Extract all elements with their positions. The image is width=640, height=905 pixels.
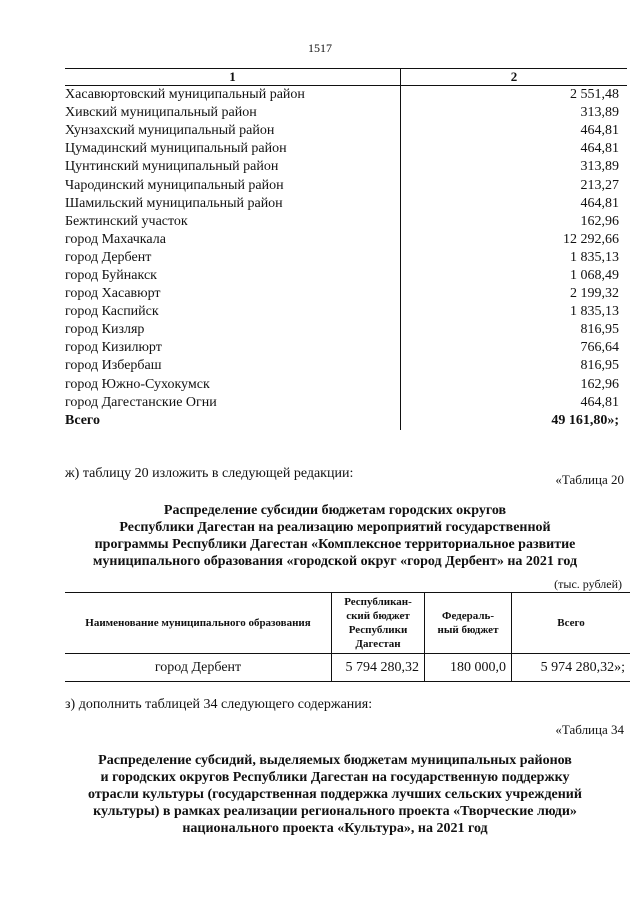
table-header-col1: 1 <box>65 69 401 86</box>
table-row <box>65 303 627 321</box>
amount-value: 2 199,32 <box>401 285 628 303</box>
amount-value: 12 292,66 <box>401 231 628 249</box>
total-row <box>65 412 627 430</box>
table-row <box>65 285 627 303</box>
header-line: Дагестан <box>355 638 401 650</box>
table-row <box>65 394 627 412</box>
title-line: муниципального образования «городской округ «город Дербент» на 2021 год <box>92 554 578 569</box>
municipality-name: город Дагестанские Огни <box>65 394 217 410</box>
amount-value: 816,95 <box>401 357 628 375</box>
municipality-name: город Махачкала <box>65 231 166 247</box>
title-line: Республики Дагестан на реализацию мероприятий государственной <box>119 520 551 535</box>
amount-value: 816,95 <box>401 321 628 339</box>
municipality-name: город Кизилюрт <box>65 340 162 356</box>
table-20-label: «Таблица 20 <box>555 472 624 487</box>
title-line: и городских округов Республики Дагестан на государственную поддержку <box>100 770 570 785</box>
table-row <box>65 86 627 105</box>
table-row <box>65 339 627 357</box>
amount-value: 313,89 <box>401 104 628 122</box>
table-row <box>65 213 627 231</box>
amount-value: 1 835,13 <box>401 249 628 267</box>
table-34-title <box>40 752 630 837</box>
amount-value: 766,64 <box>401 339 628 357</box>
header-line: ский бюджет <box>346 610 410 622</box>
municipality-name: Всего <box>65 412 100 428</box>
table-row <box>65 376 627 394</box>
title-line: Распределение субсидии бюджетам городских округов <box>163 503 507 518</box>
paragraph-zh: ж) таблицу 20 изложить в следующей редакции: <box>65 466 354 481</box>
header-line: Федераль- <box>442 610 494 622</box>
title-line: культуры) в рамках реализации регионального проекта «Творческие люди» <box>93 804 577 819</box>
cell-municipality: город Дербент <box>65 654 332 682</box>
table-row <box>65 140 627 158</box>
municipality-name: Хасавюртовский муниципальный район <box>65 87 305 103</box>
title-line: национального проекта «Культура», на 2021 год <box>182 821 488 836</box>
municipality-name: город Каспийск <box>65 304 159 320</box>
table-row <box>65 195 627 213</box>
municipality-name: город Хасавюрт <box>65 286 161 302</box>
page-number: 1517 <box>308 41 332 55</box>
municipality-name: город Буйнакск <box>65 267 157 283</box>
cell-total: 5 974 280,32»; <box>512 654 631 682</box>
table-34-label: «Таблица 34 <box>555 722 624 737</box>
table-row <box>65 158 627 176</box>
amount-value: 1 835,13 <box>401 303 628 321</box>
header-line: Республики <box>348 624 408 636</box>
table-row <box>65 321 627 339</box>
table-row <box>65 249 627 267</box>
amount-value: 162,96 <box>401 213 628 231</box>
title-line: отрасли культуры (государственная поддержка лучших сельских учреждений <box>88 787 582 802</box>
municipality-name: Хивский муниципальный район <box>65 105 257 121</box>
municipality-name: Чародинский муниципальный район <box>65 177 284 193</box>
municipality-name: Цумадинский муниципальный район <box>65 141 287 157</box>
table-row <box>65 104 627 122</box>
table-row <box>65 176 627 194</box>
municipality-name: Шамильский муниципальный район <box>65 195 283 211</box>
header-line: Республикан- <box>344 596 412 608</box>
municipality-name: город Дербент <box>65 249 152 265</box>
municipality-name: город Избербаш <box>65 358 162 374</box>
municipality-name: город Южно-Сухокумск <box>65 376 210 392</box>
table-header-col2: 2 <box>401 69 628 86</box>
cell-republican-budget: 5 794 280,32 <box>332 654 425 682</box>
amount-value: 162,96 <box>401 376 628 394</box>
title-line: Распределение субсидий, выделяемых бюджетам муниципальных районов <box>98 753 572 768</box>
table-row <box>65 267 627 285</box>
amount-value: 213,27 <box>401 176 628 194</box>
municipality-name: город Кизляр <box>65 322 145 338</box>
amount-value: 464,81 <box>401 122 628 140</box>
header-line: ный бюджет <box>437 624 499 636</box>
header-federal-budget <box>425 593 512 654</box>
municipality-name: Хунзахский муниципальный район <box>65 123 275 139</box>
table-row <box>65 357 627 375</box>
municipality-name: Цунтинский муниципальный район <box>65 159 279 175</box>
amount-value: 464,81 <box>401 394 628 412</box>
units-label: (тыс. рублей) <box>554 577 622 591</box>
amount-value: 464,81 <box>401 195 628 213</box>
table-20-title <box>40 502 630 570</box>
cell-federal-budget: 180 000,0 <box>425 654 512 682</box>
title-line: программы Республики Дагестан «Комплексное территориальное развитие <box>94 537 576 552</box>
table-20 <box>65 592 630 682</box>
amount-value: 2 551,48 <box>401 86 628 105</box>
municipality-name: Бежтинский участок <box>65 213 188 229</box>
amount-value: 49 161,80»; <box>401 412 628 430</box>
amount-value: 1 068,49 <box>401 267 628 285</box>
header-republican-budget <box>332 593 425 654</box>
amount-value: 464,81 <box>401 140 628 158</box>
paragraph-z: з) дополнить таблицей 34 следующего содержания: <box>65 697 373 712</box>
amount-value: 313,89 <box>401 158 628 176</box>
header-municipality: Наименование муниципального образования <box>65 593 332 654</box>
table-row <box>65 231 627 249</box>
municipal-allocation-table <box>65 68 627 430</box>
table-row <box>65 654 630 682</box>
table-row <box>65 122 627 140</box>
header-total: Всего <box>512 593 631 654</box>
